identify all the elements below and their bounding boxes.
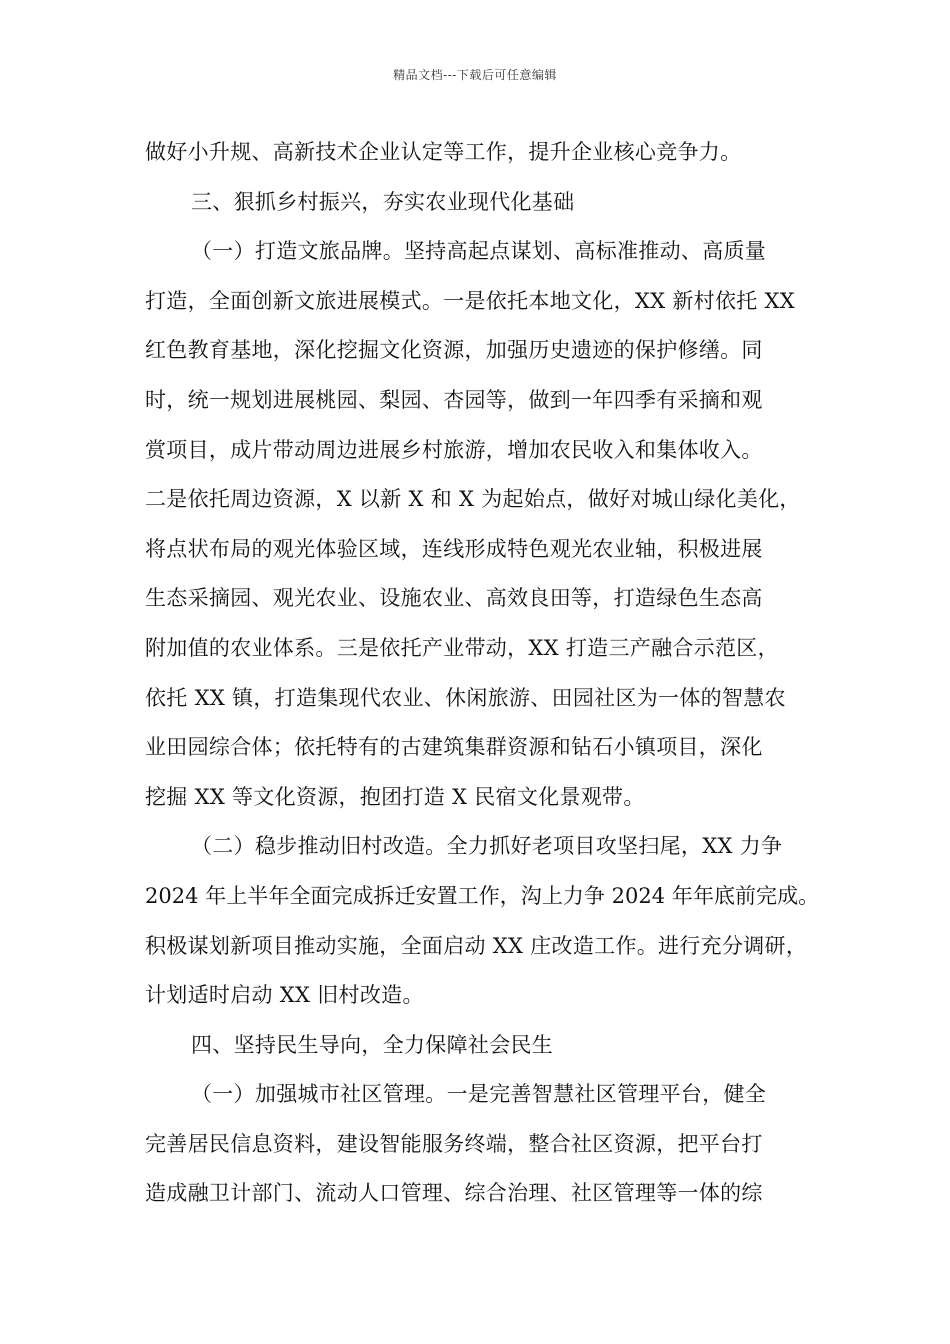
text-line: 红色教育基地，深化挖掘文化资源，加强历史遗迹的保护修缮。同	[145, 338, 763, 363]
text-line: 时，统一规划进展桃园、梨园、杏园等，做到一年四季有采摘和观	[145, 387, 763, 412]
text-line: 依托 XX 镇，打造集现代农业、休闲旅游、田园社区为一体的智慧农	[145, 685, 786, 710]
page-header: 精品文档---下载后可任意编辑	[393, 68, 557, 82]
text-line: 打造，全面创新文旅进展模式。一是依托本地文化，XX 新村依托 XX	[145, 288, 796, 313]
text-line: （一）加强城市社区管理。一是完善智慧社区管理平台，健全	[191, 1082, 767, 1107]
text-line: 四、坚持民生导向，全力保障社会民生	[191, 1032, 554, 1057]
text-line: 积极谋划新项目推动实施，全面启动 XX 庄改造工作。进行充分调研，	[145, 933, 808, 958]
text-line: 二是依托周边资源，X 以新 X 和 X 为起始点，做好对城山绿化美化，	[145, 487, 801, 512]
text-line: 造成融卫计部门、流动人口管理、综合治理、社区管理等一体的综	[145, 1181, 763, 1206]
text-line: 赏项目，成片带动周边进展乡村旅游，增加农民收入和集体收入。	[145, 437, 763, 462]
text-line: 挖掘 XX 等文化资源，抱团打造 X 民宿文化景观带。	[145, 784, 645, 809]
text-line: 完善居民信息资料，建设智能服务终端，整合社区资源，把平台打	[145, 1131, 763, 1156]
text-line: 附加值的农业体系。三是依托产业带动，XX 打造三产融合示范区，	[145, 635, 779, 660]
text-line: 将点状布局的观光体验区域，连线形成特色观光农业轴，积极进展	[145, 536, 763, 561]
text-line: 业田园综合体；依托特有的古建筑集群资源和钻石小镇项目，深化	[145, 735, 763, 760]
document-body	[145, 128, 821, 1219]
text-line: （一）打造文旅品牌。坚持高起点谋划、高标准推动、高质量	[191, 239, 767, 264]
text-line: 2024 年上半年全面完成拆迁安置工作，沟上力争 2024 年年底前完成。	[145, 883, 820, 908]
text-line: 三、狠抓乡村振兴，夯实农业现代化基础	[191, 189, 575, 214]
text-line: 计划适时启动 XX 旧村改造。	[145, 983, 424, 1008]
text-line: 生态采摘园、观光农业、设施农业、高效良田等，打造绿色生态高	[145, 586, 763, 611]
text-line: （二）稳步推动旧村改造。全力抓好老项目攻坚扫尾，XX 力争	[191, 834, 783, 859]
text-line: 做好小升规、高新技术企业认定等工作，提升企业核心竞争力。	[145, 140, 742, 164]
